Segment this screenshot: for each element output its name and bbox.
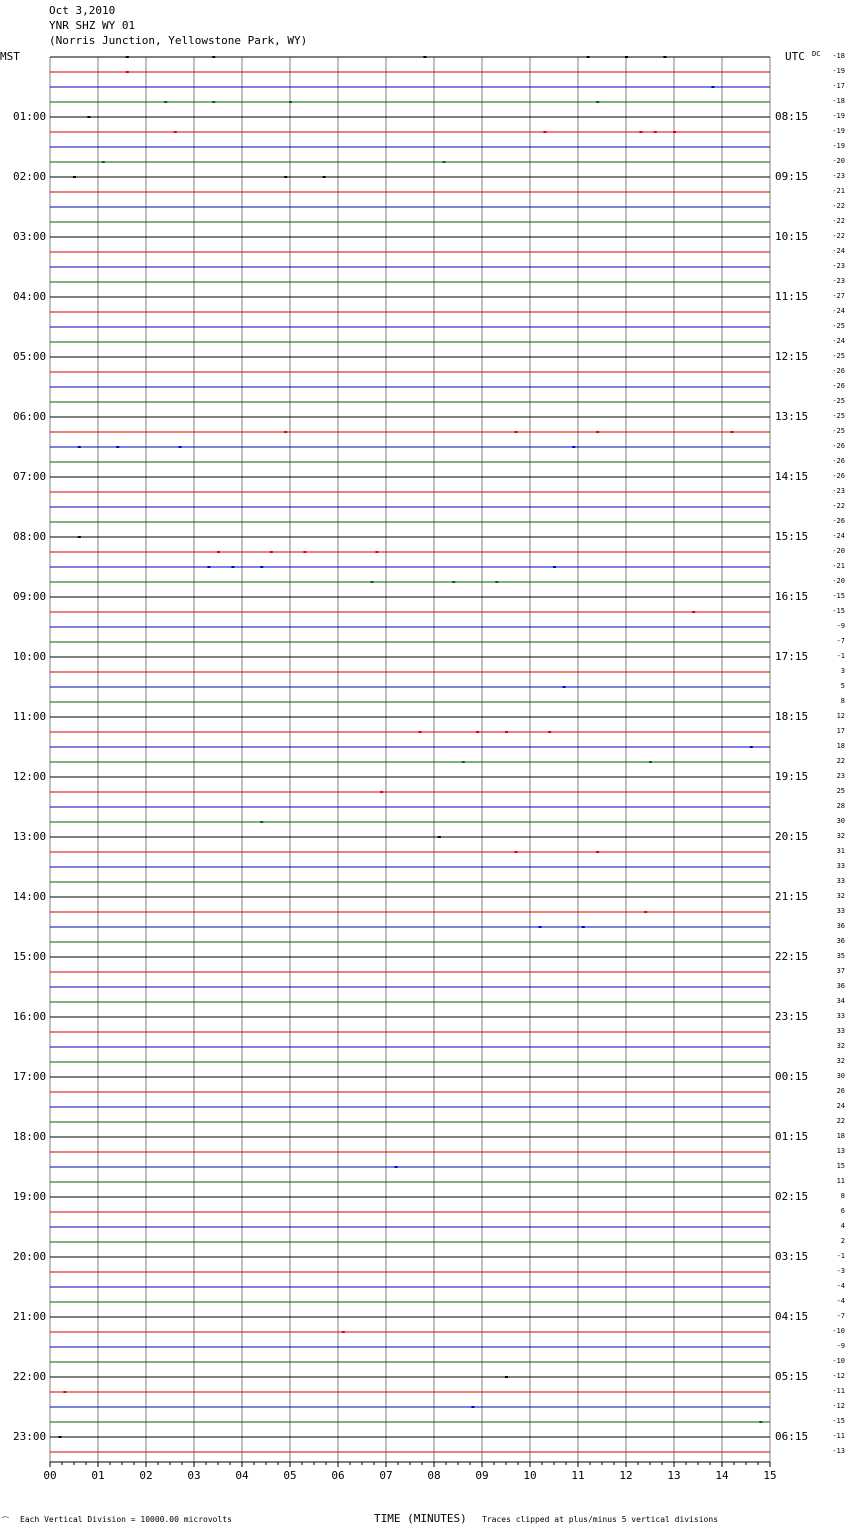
event-blip xyxy=(596,101,599,103)
event-blip xyxy=(476,731,479,733)
utc-hour-label: 12:15 xyxy=(775,350,809,363)
x-tick-label: 02 xyxy=(139,1469,153,1482)
event-blip xyxy=(179,446,182,448)
event-blip xyxy=(495,581,498,583)
event-blip xyxy=(587,56,590,58)
dc-offset-label: -7 xyxy=(836,1312,845,1320)
mst-hour-label: 05:00 xyxy=(13,350,47,363)
dc-offset-label: -26 xyxy=(832,367,845,375)
dc-offset-label: 33 xyxy=(836,862,845,870)
event-blip xyxy=(539,926,542,928)
event-blip xyxy=(102,161,105,163)
utc-hour-label: 09:15 xyxy=(775,170,809,183)
dc-offset-label: -23 xyxy=(832,172,845,180)
dc-offset-label: -10 xyxy=(832,1357,845,1365)
dc-offset-label: -17 xyxy=(832,82,845,90)
dc-offset-label: -19 xyxy=(832,127,845,135)
dc-offset-label: -19 xyxy=(832,142,845,150)
dc-offset-label: 8 xyxy=(840,1192,845,1200)
dc-offset-label: -22 xyxy=(832,217,845,225)
event-blip xyxy=(395,1166,398,1168)
event-blip xyxy=(711,86,714,88)
dc-offset-label: -25 xyxy=(832,427,845,435)
utc-hour-label: 14:15 xyxy=(775,470,809,483)
event-blip xyxy=(270,551,273,553)
dc-offset-label: -9 xyxy=(836,622,845,630)
dc-offset-label: -27 xyxy=(832,292,845,300)
dc-offset-label: 37 xyxy=(836,967,845,975)
dc-offset-label: -11 xyxy=(832,1432,845,1440)
dc-offset-label: 4 xyxy=(840,1222,845,1230)
mst-hour-label: 22:00 xyxy=(13,1370,47,1383)
mst-hour-label: 06:00 xyxy=(13,410,47,423)
event-blip xyxy=(731,431,734,433)
event-blip xyxy=(563,686,566,688)
utc-hour-label: 01:15 xyxy=(775,1130,809,1143)
event-blip xyxy=(505,1376,508,1378)
dc-offset-label: -24 xyxy=(832,532,845,540)
utc-hour-label: 11:15 xyxy=(775,290,809,303)
header-location: (Norris Junction, Yellowstone Park, WY) xyxy=(49,34,308,47)
dc-offset-label: 32 xyxy=(836,892,845,900)
dc-offset-label: -25 xyxy=(832,412,845,420)
dc-offset-label: -15 xyxy=(832,607,845,615)
event-blip xyxy=(303,551,306,553)
header-station: YNR SHZ WY 01 xyxy=(49,19,136,32)
event-blip xyxy=(438,836,441,838)
dc-offset-label: -26 xyxy=(832,442,845,450)
mst-hour-label: 07:00 xyxy=(13,470,47,483)
event-blip xyxy=(284,176,287,178)
x-axis-title: TIME (MINUTES) xyxy=(374,1512,467,1525)
dc-offset-label: -9 xyxy=(836,1342,845,1350)
utc-hour-label: 06:15 xyxy=(775,1430,809,1443)
event-blip xyxy=(284,431,287,433)
mst-hour-label: 11:00 xyxy=(13,710,47,723)
mst-hour-label: 23:00 xyxy=(13,1430,47,1443)
dc-offset-label: -25 xyxy=(832,397,845,405)
utc-hour-label: 02:15 xyxy=(775,1190,809,1203)
event-blip xyxy=(342,1331,345,1333)
event-blip xyxy=(231,566,234,568)
dc-offset-label: 18 xyxy=(836,742,845,750)
dc-offset-label: 15 xyxy=(836,1162,845,1170)
x-tick-label: 01 xyxy=(91,1469,105,1482)
event-blip xyxy=(59,1436,62,1438)
event-blip xyxy=(73,176,76,178)
dc-offset-label: 12 xyxy=(836,712,845,720)
dc-offset-label: 35 xyxy=(836,952,845,960)
event-blip xyxy=(260,821,263,823)
event-blip xyxy=(582,926,585,928)
dc-offset-label: -24 xyxy=(832,307,845,315)
event-blip xyxy=(212,56,215,58)
utc-hour-label: 19:15 xyxy=(775,770,809,783)
mst-hour-label: 14:00 xyxy=(13,890,47,903)
footer-clipping-note: Traces clipped at plus/minus 5 vertical divisions xyxy=(482,1515,719,1524)
event-blip xyxy=(323,176,326,178)
x-tick-label: 14 xyxy=(715,1469,729,1482)
dc-offset-label: 34 xyxy=(836,997,845,1005)
event-blip xyxy=(515,431,518,433)
dc-offset-label: -22 xyxy=(832,202,845,210)
utc-hour-label: 03:15 xyxy=(775,1250,809,1263)
utc-hour-label: 21:15 xyxy=(775,890,809,903)
utc-hour-label: 10:15 xyxy=(775,230,809,243)
event-blip xyxy=(260,566,263,568)
event-blip xyxy=(380,791,383,793)
event-blip xyxy=(673,131,676,133)
dc-offset-label: -24 xyxy=(832,337,845,345)
dc-offset-label: 22 xyxy=(836,757,845,765)
event-blip xyxy=(419,731,422,733)
event-blip xyxy=(515,851,518,853)
dc-offset-label: -21 xyxy=(832,562,845,570)
utc-hour-label: 15:15 xyxy=(775,530,809,543)
x-tick-label: 13 xyxy=(667,1469,681,1482)
dc-offset-label: -18 xyxy=(832,52,845,60)
event-blip xyxy=(212,101,215,103)
event-blip xyxy=(750,746,753,748)
event-blip xyxy=(639,131,642,133)
dc-offset-label: -7 xyxy=(836,637,845,645)
event-blip xyxy=(649,761,652,763)
event-blip xyxy=(174,131,177,133)
event-blip xyxy=(207,566,210,568)
dc-offset-label: 33 xyxy=(836,1027,845,1035)
event-blip xyxy=(759,1421,762,1423)
mst-hour-label: 18:00 xyxy=(13,1130,47,1143)
x-tick-label: 15 xyxy=(763,1469,777,1482)
x-tick-label: 06 xyxy=(331,1469,345,1482)
dc-offset-label: 32 xyxy=(836,832,845,840)
mst-hour-label: 21:00 xyxy=(13,1310,47,1323)
utc-hour-label: 17:15 xyxy=(775,650,809,663)
dc-offset-label: 24 xyxy=(836,1102,845,1110)
dc-offset-label: -19 xyxy=(832,67,845,75)
utc-hour-label: 08:15 xyxy=(775,110,809,123)
dc-offset-label: -1 xyxy=(836,652,845,660)
x-tick-label: 10 xyxy=(523,1469,537,1482)
dc-offset-label: 36 xyxy=(836,937,845,945)
dc-offset-label: 32 xyxy=(836,1042,845,1050)
event-blip xyxy=(78,446,81,448)
x-tick-label: 07 xyxy=(379,1469,393,1482)
event-blip xyxy=(471,1406,474,1408)
event-blip xyxy=(87,116,90,118)
event-blip xyxy=(423,56,426,58)
event-blip xyxy=(596,431,599,433)
dc-offset-label: 13 xyxy=(836,1147,845,1155)
mst-hour-label: 13:00 xyxy=(13,830,47,843)
dc-offset-label: 33 xyxy=(836,907,845,915)
event-blip xyxy=(452,581,455,583)
mst-hour-label: 01:00 xyxy=(13,110,47,123)
dc-offset-label: -11 xyxy=(832,1387,845,1395)
event-blip xyxy=(63,1391,66,1393)
x-tick-label: 00 xyxy=(43,1469,57,1482)
utc-hour-label: 23:15 xyxy=(775,1010,809,1023)
mst-hour-label: 12:00 xyxy=(13,770,47,783)
event-blip xyxy=(371,581,374,583)
event-blip xyxy=(375,551,378,553)
dc-offset-label: 17 xyxy=(836,727,845,735)
mst-hour-label: 09:00 xyxy=(13,590,47,603)
event-blip xyxy=(543,131,546,133)
dc-offset-label: 5 xyxy=(840,682,845,690)
dc-offset-label: -20 xyxy=(832,157,845,165)
utc-hour-label: 04:15 xyxy=(775,1310,809,1323)
dc-offset-label: -20 xyxy=(832,577,845,585)
x-tick-label: 12 xyxy=(619,1469,633,1482)
event-blip xyxy=(443,161,446,163)
dc-offset-label: 22 xyxy=(836,1117,845,1125)
event-blip xyxy=(116,446,119,448)
dc-label: DC xyxy=(812,50,821,58)
dc-offset-label: -26 xyxy=(832,472,845,480)
dc-offset-label: -12 xyxy=(832,1402,845,1410)
mst-hour-label: 08:00 xyxy=(13,530,47,543)
event-blip xyxy=(663,56,666,58)
dc-offset-label: -25 xyxy=(832,352,845,360)
mst-hour-label: 02:00 xyxy=(13,170,47,183)
event-blip xyxy=(654,131,657,133)
dc-offset-label: 11 xyxy=(836,1177,845,1185)
event-blip xyxy=(553,566,556,568)
utc-hour-label: 05:15 xyxy=(775,1370,809,1383)
dc-offset-label: 30 xyxy=(836,1072,845,1080)
utc-hour-label: 18:15 xyxy=(775,710,809,723)
mst-hour-label: 10:00 xyxy=(13,650,47,663)
x-tick-label: 04 xyxy=(235,1469,249,1482)
dc-offset-label: -15 xyxy=(832,1417,845,1425)
dc-offset-label: -25 xyxy=(832,322,845,330)
header-date: Oct 3,2010 xyxy=(49,4,116,17)
dc-offset-label: -19 xyxy=(832,112,845,120)
dc-offset-label: -18 xyxy=(832,97,845,105)
dc-offset-label: 32 xyxy=(836,1057,845,1065)
dc-offset-label: -26 xyxy=(832,457,845,465)
mst-hour-label: 20:00 xyxy=(13,1250,47,1263)
left-zone-label: MST xyxy=(0,50,20,63)
dc-offset-label: 36 xyxy=(836,922,845,930)
dc-offset-label: -23 xyxy=(832,487,845,495)
event-blip xyxy=(596,851,599,853)
dc-offset-label: 18 xyxy=(836,1132,845,1140)
dc-offset-label: 8 xyxy=(840,697,845,705)
dc-offset-label: 2 xyxy=(840,1237,845,1245)
dc-offset-label: -3 xyxy=(836,1267,845,1275)
dc-offset-label: -24 xyxy=(832,247,845,255)
event-blip xyxy=(572,446,575,448)
event-blip xyxy=(126,71,129,73)
right-zone-label: UTC xyxy=(785,50,805,63)
event-blip xyxy=(625,56,628,58)
dc-offset-label: 3 xyxy=(840,667,845,675)
event-blip xyxy=(164,101,167,103)
dc-offset-label: 31 xyxy=(836,847,845,855)
x-tick-label: 09 xyxy=(475,1469,489,1482)
mst-hour-label: 17:00 xyxy=(13,1070,47,1083)
event-blip xyxy=(548,731,551,733)
utc-hour-label: 16:15 xyxy=(775,590,809,603)
footer-mark: ⁀ xyxy=(2,1517,9,1526)
event-blip xyxy=(217,551,220,553)
x-tick-label: 11 xyxy=(571,1469,585,1482)
dc-offset-label: -26 xyxy=(832,517,845,525)
dc-offset-label: -1 xyxy=(836,1252,845,1260)
event-blip xyxy=(505,731,508,733)
x-tick-label: 05 xyxy=(283,1469,297,1482)
dc-offset-label: -23 xyxy=(832,277,845,285)
utc-hour-label: 13:15 xyxy=(775,410,809,423)
mst-hour-label: 19:00 xyxy=(13,1190,47,1203)
dc-offset-label: -10 xyxy=(832,1327,845,1335)
dc-offset-label: -20 xyxy=(832,547,845,555)
event-blip xyxy=(462,761,465,763)
event-blip xyxy=(692,611,695,613)
x-tick-label: 08 xyxy=(427,1469,441,1482)
utc-hour-label: 00:15 xyxy=(775,1070,809,1083)
dc-offset-label: 30 xyxy=(836,817,845,825)
mst-hour-label: 15:00 xyxy=(13,950,47,963)
event-blip xyxy=(644,911,647,913)
dc-offset-label: -26 xyxy=(832,382,845,390)
dc-offset-label: -21 xyxy=(832,187,845,195)
dc-offset-label: -4 xyxy=(836,1297,845,1305)
dc-offset-label: 23 xyxy=(836,772,845,780)
utc-hour-label: 22:15 xyxy=(775,950,809,963)
x-tick-label: 03 xyxy=(187,1469,201,1482)
dc-offset-label: -22 xyxy=(832,232,845,240)
dc-offset-label: 25 xyxy=(836,787,845,795)
dc-offset-label: -13 xyxy=(832,1447,845,1455)
event-blip xyxy=(78,536,81,538)
dc-offset-label: 33 xyxy=(836,1012,845,1020)
utc-hour-label: 20:15 xyxy=(775,830,809,843)
dc-offset-label: 26 xyxy=(836,1087,845,1095)
dc-offset-label: 33 xyxy=(836,877,845,885)
mst-hour-label: 04:00 xyxy=(13,290,47,303)
dc-offset-label: -23 xyxy=(832,262,845,270)
dc-offset-label: -15 xyxy=(832,592,845,600)
mst-hour-label: 16:00 xyxy=(13,1010,47,1023)
dc-offset-label: 6 xyxy=(840,1207,845,1215)
dc-offset-label: -22 xyxy=(832,502,845,510)
dc-offset-label: -4 xyxy=(836,1282,845,1290)
footer-vertical-division: Each Vertical Division = 10000.00 microvolts xyxy=(20,1515,232,1524)
event-blip xyxy=(289,101,292,103)
mst-hour-label: 03:00 xyxy=(13,230,47,243)
event-blip xyxy=(126,56,129,58)
dc-offset-label: 36 xyxy=(836,982,845,990)
dc-offset-label: 28 xyxy=(836,802,845,810)
dc-offset-label: -12 xyxy=(832,1372,845,1380)
